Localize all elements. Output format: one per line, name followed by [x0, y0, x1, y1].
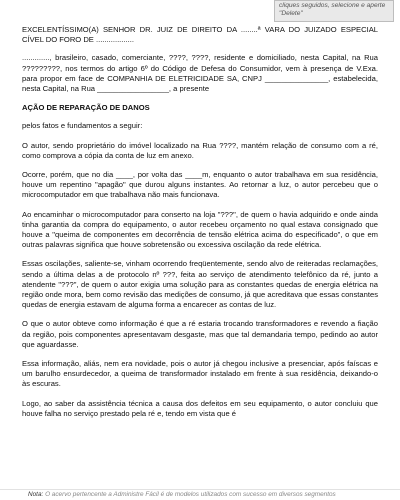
- petition-lead: pelos fatos e fundamentos a seguir:: [22, 121, 143, 131]
- instruction-tooltip: [274, 0, 394, 22]
- instruction-tooltip-text: cliques seguidos, selecione e aperte "Delete": [279, 2, 386, 17]
- petition-paragraph: O autor, sendo proprietário do imóvel localizado na Rua ????, mantém relação de consumo com a ré, como comprova a cópia da conta de luz em anexo.: [22, 140, 378, 160]
- petition-paragraph: O que o autor obteve como informação é que a ré estaria trocando transformadores e revendo a fiação da região, pois componentes apresentavam desgaste, mas que tal demandaria tempo, pedindo ao autor que aguardasse.: [22, 319, 378, 349]
- petition-paragraph: Logo, ao saber da assistência técnica a causa dos defeitos em seu equipamento, o autor concluiu que houve falha no serviço prestado pela ré e, tendo em vista que é: [22, 398, 378, 418]
- petition-header: EXCELENTÍSSIMO(A) SENHOR DR. JUIZ DE DIREITO DA ........ª VARA DO JUIZADO ESPECIAL CÍVEL DO FORO DE ..................: [22, 25, 378, 45]
- petition-paragraph: Ocorre, porém, que no dia ____, por volta das ____m, enquanto o autor trabalhava em sua residência, houve um repentino "apagão" que durou alguns instantes. Ao retornar a luz, o autor percebeu que o microcomputador em que trabalhava não mais funcionava.: [22, 170, 378, 200]
- footer-note-text: O acervo pertencente a Administre Fácil é de modelos utilizados com sucesso em diversos segmentos: [45, 491, 336, 498]
- petition-intro: ............., brasileiro, casado, comerciante, ????, ????, residente e domiciliado, nesta Capital, na Rua ?????????, nos termos do artigo 6º do Código de Defesa do Consumidor, vem à presença de V.Exa. para propor em face de COMPANHIA DE ELETRICIDADE SA, CNPJ _______________, estabelecida, nesta Capital, na Rua _________________, a presente: [22, 53, 378, 94]
- petition-paragraph: Essas oscilações, saliente-se, vinham ocorrendo freqüentemente, sendo alvo de reiteradas reclamações, sendo a última delas a de protocolo nº ???, feita ao serviço de atendimento telefônico da ré, junto a atendente "???", de quem o autor exigia uma solução para as constantes quedas de energia elétrica na região onde mora, bem como revisão das medições de consumo, já que acreditava que essas constantes quedas de energia estavam de alguma forma a encarecer as contas de luz.: [22, 259, 378, 310]
- footer-note: [0, 489, 400, 500]
- petition-paragraph: Ao encaminhar o microcomputador para conserto na loja "???", de quem o havia adquirido e onde ainda tinha garantia da compra do equipamento, o autor recebeu orçamento no qual estava consignado que houve a "queima de componentes em decorrência de tensão elétrica acima do especificado", o que em outras palavras significa que houve sobretensão ou excessiva oscilação da rede elétrica.: [22, 209, 378, 250]
- petition-document: [22, 25, 378, 428]
- petition-title: AÇÃO DE REPARAÇÃO DE DANOS: [22, 103, 150, 113]
- footer-note-label: Nota:: [28, 491, 44, 498]
- petition-paragraph: Essa informação, aliás, nem era novidade, pois o autor já chegou inclusive a presenciar, após faíscas e um barulho ensurdecedor, a queima de transformador instalado em frente à sua residência, deixando-o às escuras.: [22, 359, 378, 389]
